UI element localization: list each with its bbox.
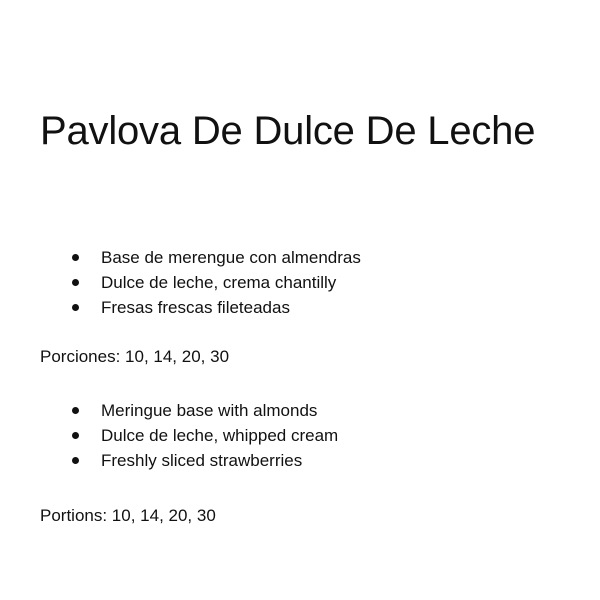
english-portions-text: Portions: 10, 14, 20, 30 [40,506,216,525]
list-item [70,245,361,270]
list-item [70,295,361,320]
list-item-text: Base de merengue con almendras [101,248,361,267]
spanish-portions-text: Porciones: 10, 14, 20, 30 [40,347,230,366]
bullet-icon [72,457,79,464]
list-item [70,448,338,473]
bullet-icon [72,279,79,286]
list-item [70,270,361,295]
list-item-text: Dulce de leche, crema chantilly [101,273,337,292]
list-item-text: Fresas frescas fileteadas [101,298,290,317]
list-item-text: Freshly sliced strawberries [101,451,303,470]
list-item-text: Dulce de leche, whipped cream [101,426,339,445]
bullet-icon [72,304,79,311]
spanish-ingredients-list [70,245,361,320]
list-item [70,423,338,448]
list-item [70,398,338,423]
list-item-text: Meringue base with almonds [101,401,318,420]
english-ingredients-list [70,398,338,473]
page-title: Pavlova De Dulce De Leche [40,109,536,153]
bullet-icon [72,432,79,439]
bullet-icon [72,254,79,261]
bullet-icon [72,407,79,414]
